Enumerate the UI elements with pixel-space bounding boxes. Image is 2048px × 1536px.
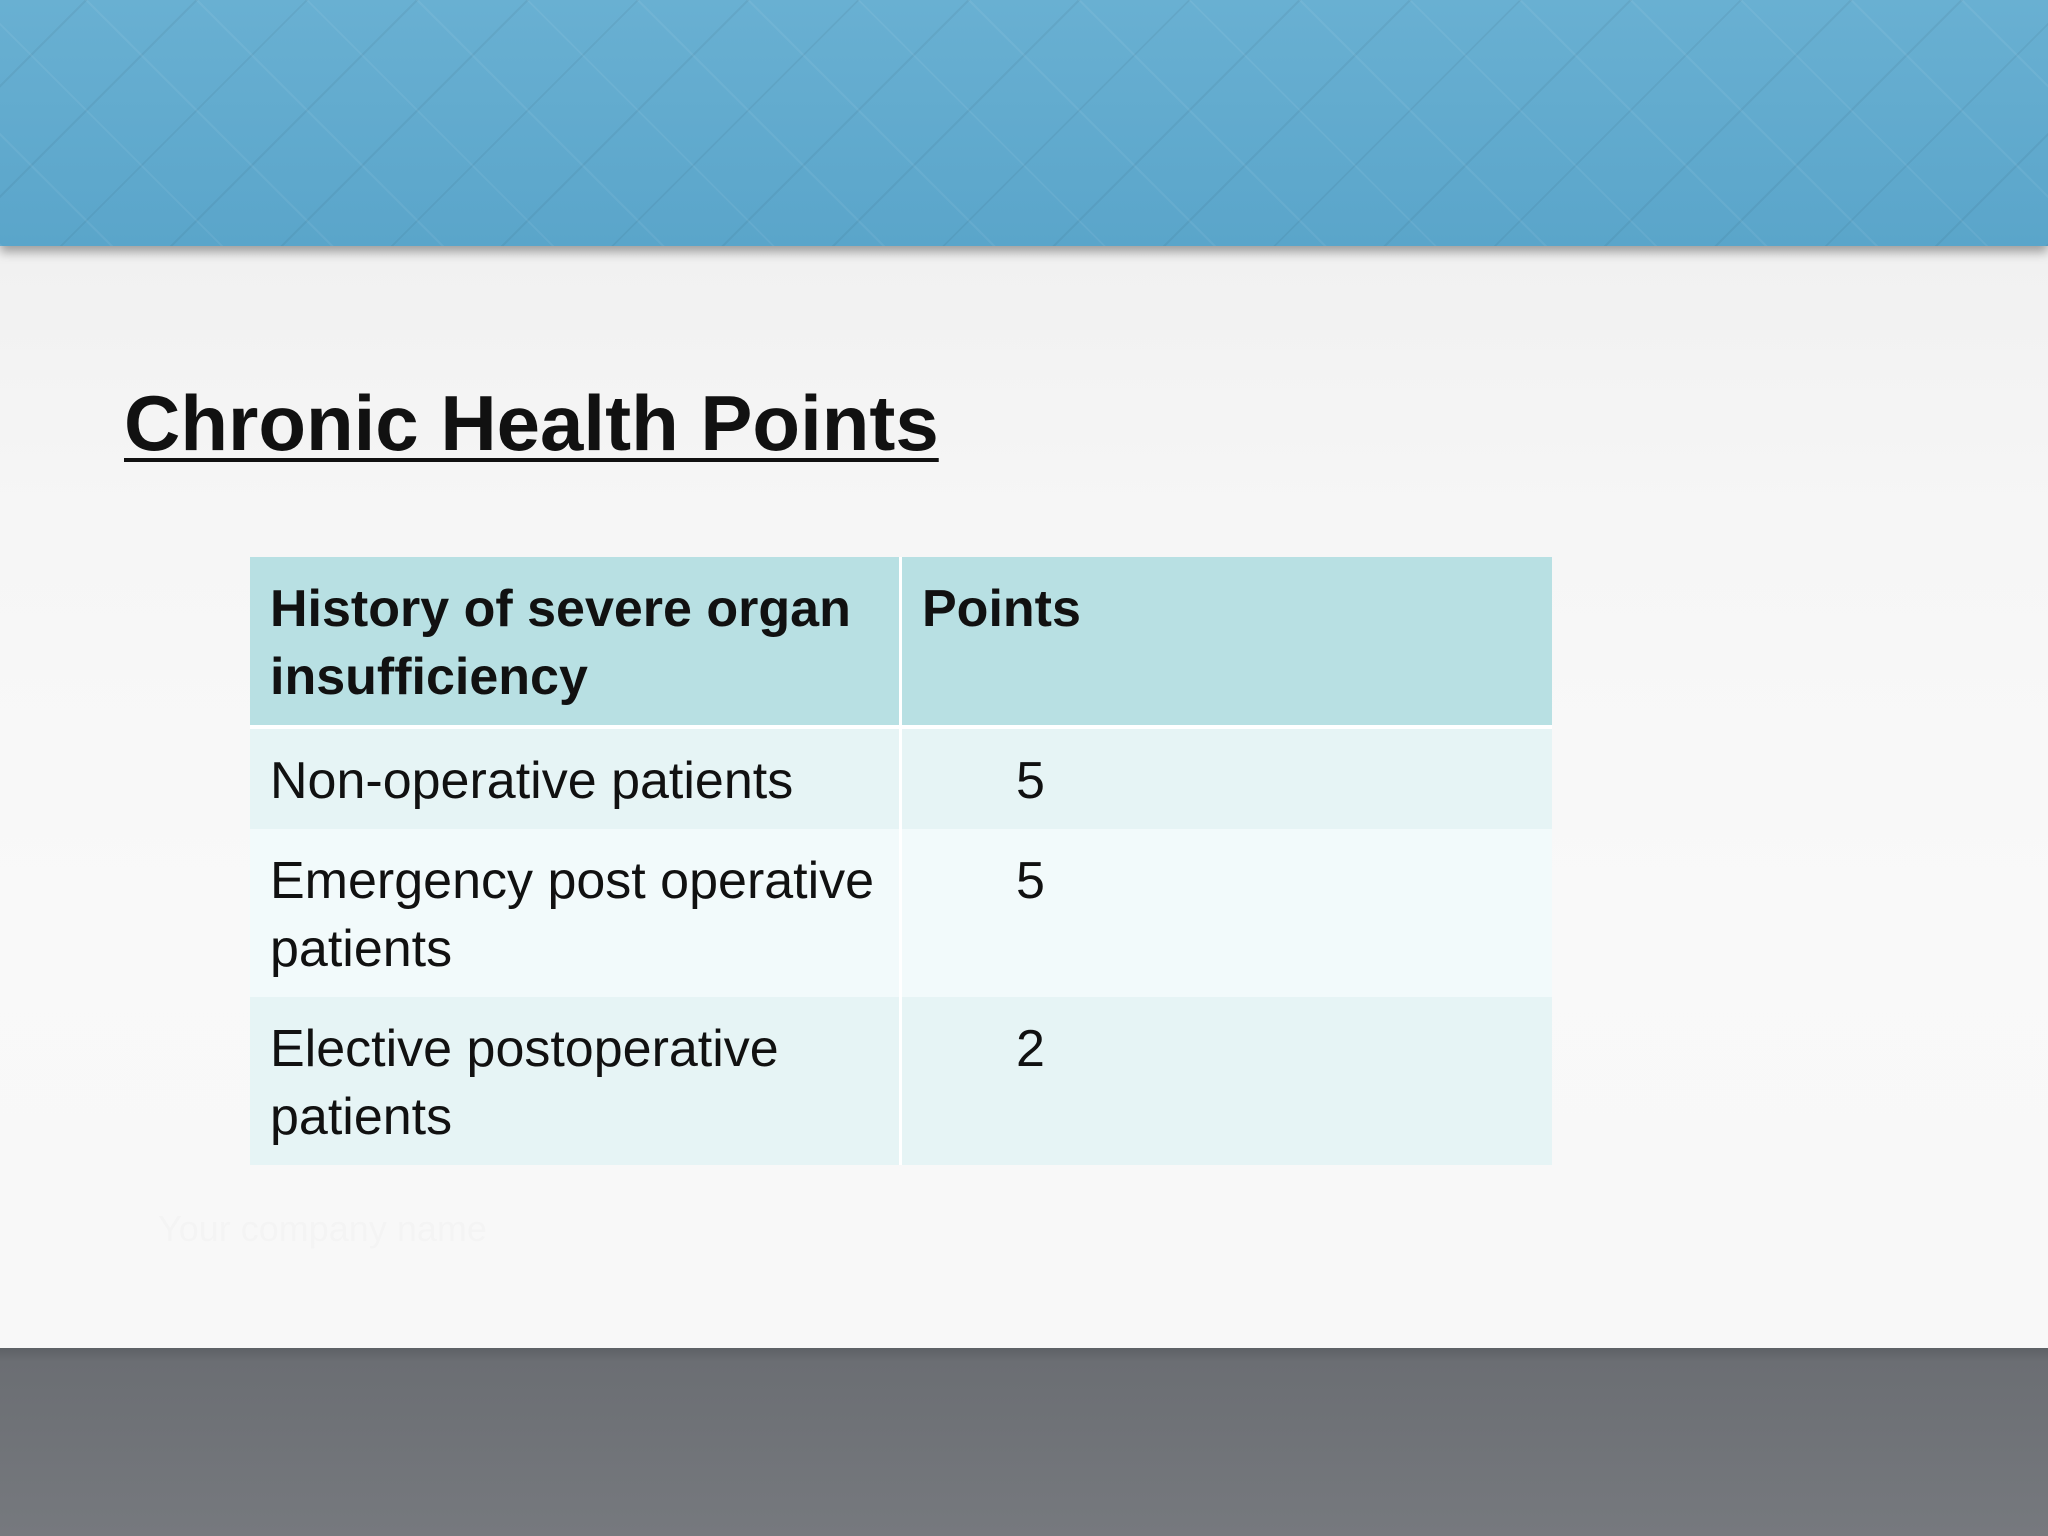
table-row xyxy=(250,997,1552,1165)
points-cell: 2 xyxy=(902,997,1552,1165)
condition-cell: Elective postoperative patients xyxy=(250,997,902,1165)
points-table xyxy=(250,557,1552,1165)
bottom-band xyxy=(0,1348,2048,1536)
header-points: Points xyxy=(902,557,1552,729)
top-banner xyxy=(0,0,2048,246)
points-cell: 5 xyxy=(902,829,1552,997)
slide-title: Chronic Health Points xyxy=(124,379,939,467)
table-row xyxy=(250,729,1552,829)
condition-cell: Emergency post operative patients xyxy=(250,829,902,997)
table-header-row xyxy=(250,557,1552,729)
header-condition: History of severe organ insufficiency xyxy=(250,557,902,729)
table-row xyxy=(250,829,1552,997)
points-cell: 5 xyxy=(902,729,1552,829)
condition-cell: Non-operative patients xyxy=(250,729,902,829)
company-footer: Your company name xyxy=(158,1208,487,1249)
